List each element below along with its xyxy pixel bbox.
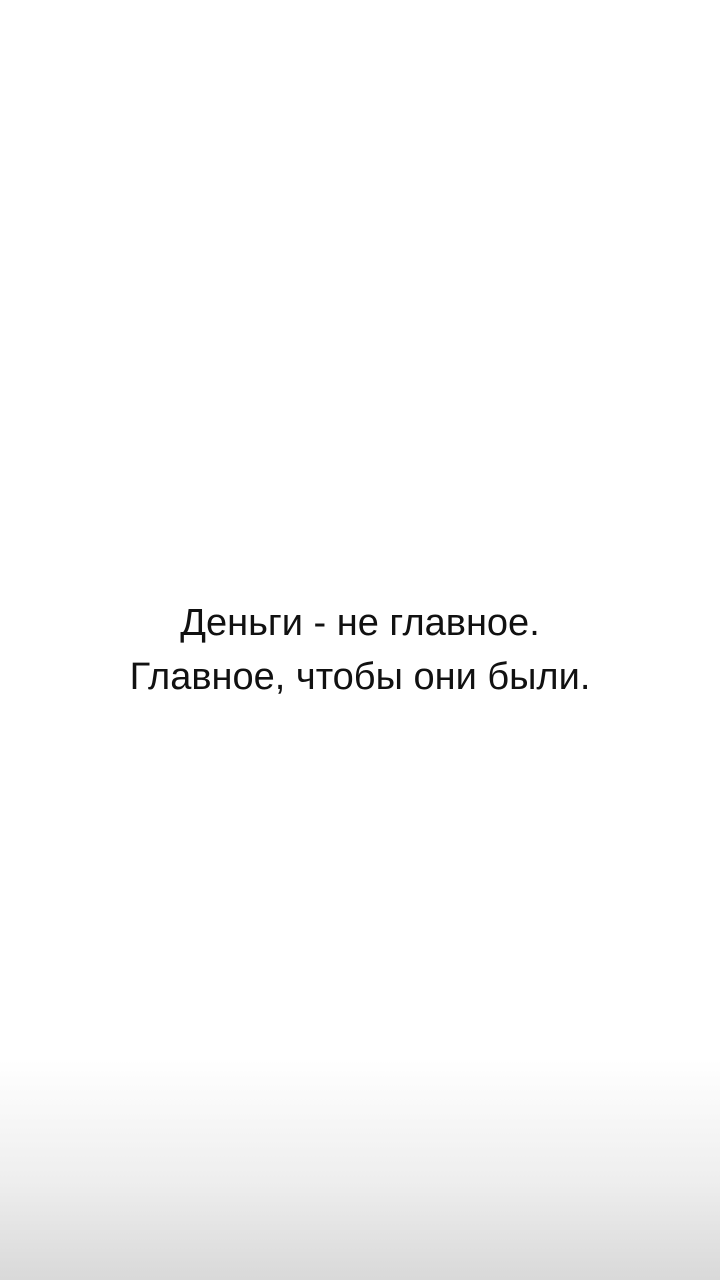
quote-line-1: Деньги - не главное. xyxy=(180,602,540,644)
quote-line-2: Главное, чтобы они были. xyxy=(129,656,591,698)
bottom-gradient-overlay xyxy=(0,1060,720,1280)
quote-text xyxy=(0,596,720,704)
